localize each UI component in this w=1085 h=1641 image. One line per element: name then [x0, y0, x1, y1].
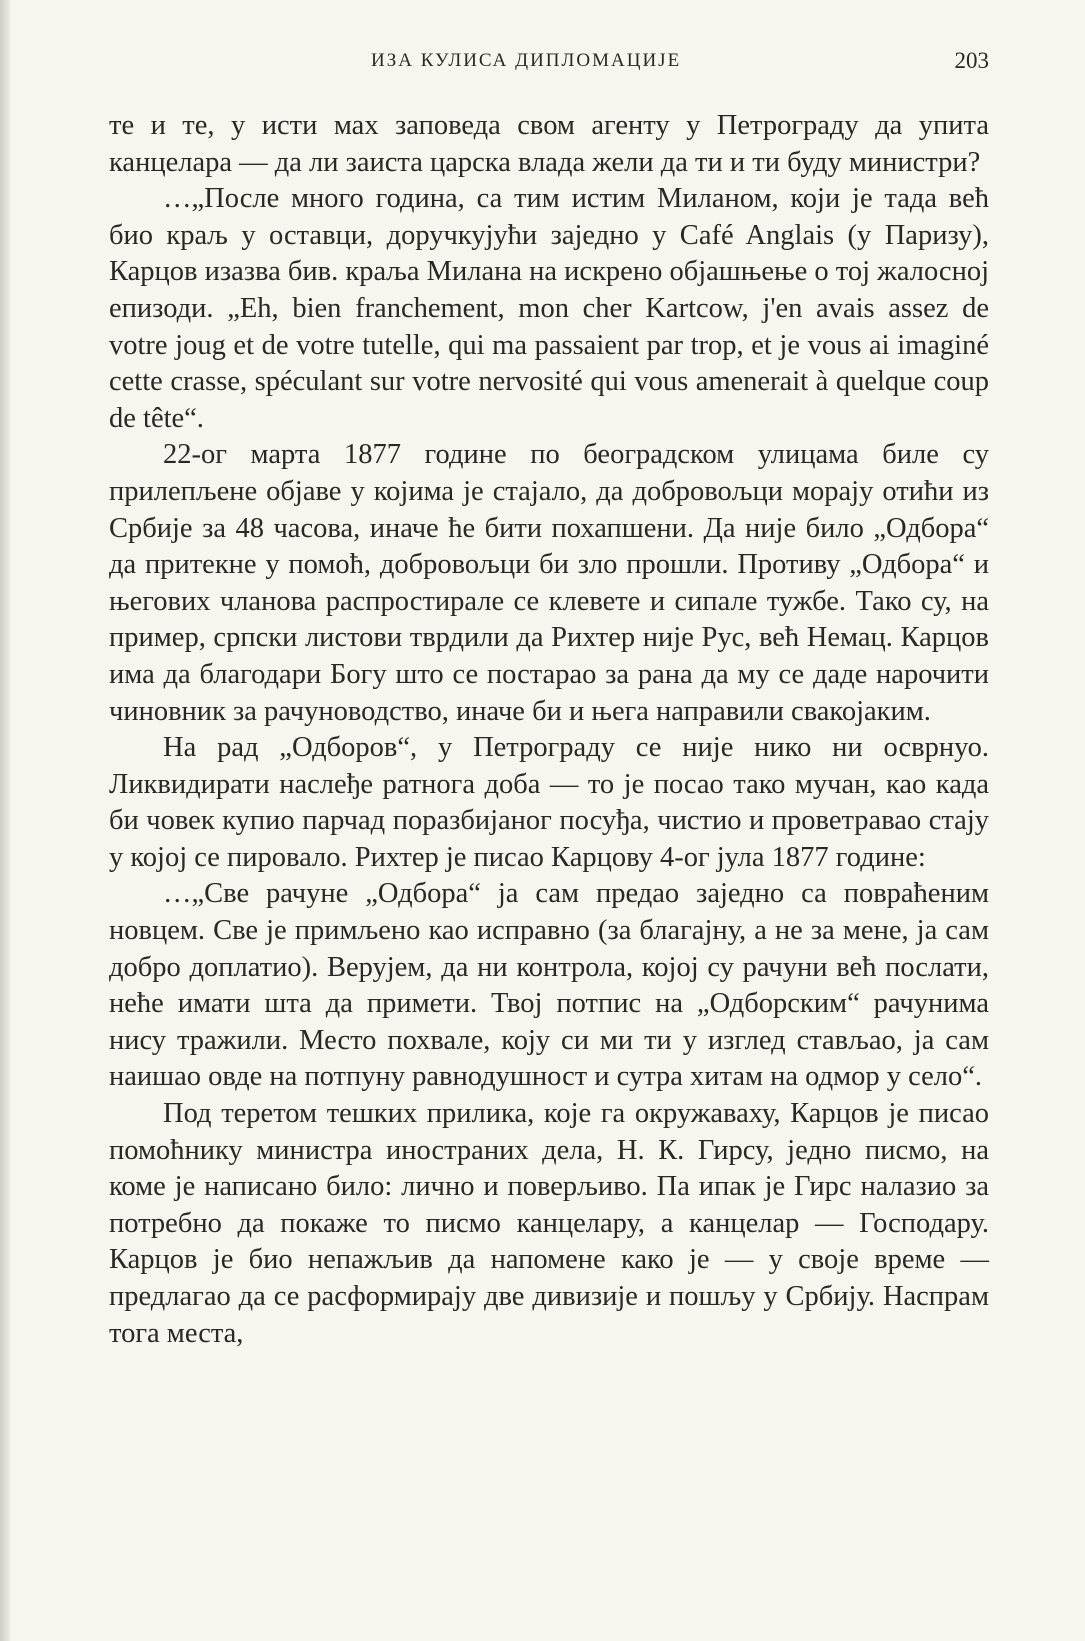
paragraph-4: На рад „Одборов“, у Петрограду се није нико ни осврнуо. Ликвидирати наслеђе ратнога доба — то је посао тако мучан, као када би човек купио парчад поразбијаног посуђа, чистио и проветравао стају у којој се пировало. Рихтер је писао Карцову 4-ог јула 1877 године: — [109, 732, 989, 873]
running-title: ИЗА КУЛИСА ДИПЛОМАЦИЈЕ — [371, 50, 682, 71]
paragraph-2-quote: …„После много година, са тим истим Миланом, који је тада већ био краљ у оставци, доручкујући заједно у Café Anglais (у Паризу), Карцов изазва бив. краља Милана на искрено објашњење о тој жалосној епизоди. „Eh, bien franchement, mon cher Kartcow, j'en avais assez de votre joug et de votre tutelle, qui ma passaient par trop, et je vous ai imaginé cette crasse, spéculant sur votre nervosité qui vous amenerait à quelque coup de tête“. — [109, 183, 989, 434]
running-head — [109, 40, 989, 80]
page-edge — [0, 0, 10, 1641]
paragraph-3: 22-ог марта 1877 године по београдском улицама биле су прилепљене објаве у којима је стајало, да добровољци морају отићи из Србије за 48 часова, иначе ће бити похапшени. Да није било „Одбора“ да притекне у помоћ, добровољци би зло прошли. Противу „Одбора“ и његових чланова распростирале се клевете и сипале тужбе. Тако су, на пример, српски листови тврдили да Рихтер није Рус, већ Немац. Карцов има да благодари Богу што се постарао за рана да му се даде нарочити чиновник за рачуноводство, иначе би и њега направили свакојаким. — [109, 439, 989, 727]
paragraph-5-quote: …„Све рачуне „Одбора“ ја сам предао заједно са повраћеним новцем. Све је примљено као исправно (за благајну, а не за мене, ја сам добро доплатио). Верујем, да ни контрола, којој су рачуни већ послати, неће имати шта да примети. Твој потпис на „Одборским“ рачунима нису тражили. Место похвале, коју си ми ти у изглед стављао, ја сам наишао овде на потпуну равнодушност и сутра хитам на одмор у село“. — [109, 878, 989, 1093]
body-text — [109, 108, 989, 1352]
paragraph-6: Под теретом тешких прилика, које га окружаваху, Карцов је писао помоћнику министра иностраних дела, Н. К. Гирсу, једно писмо, на коме је написано било: лично и поверљиво. Па ипак је Гирс налазио за потребно да покаже то писмо канцелару, а канцелар — Господару. Карцов је био непажљив да напомене како је — у своје време — предлагао да се расформирају две дивизије и пошљу у Србију. Наспрам тога места, — [109, 1098, 989, 1349]
book-page — [109, 40, 989, 1352]
page-number: 203 — [954, 48, 989, 73]
paragraph-1: те и те, у исти мах заповеда свом агенту у Петрограду да упита канцелара — да ли заиста царска влада жели да ти и ти буду министри? — [109, 110, 989, 178]
